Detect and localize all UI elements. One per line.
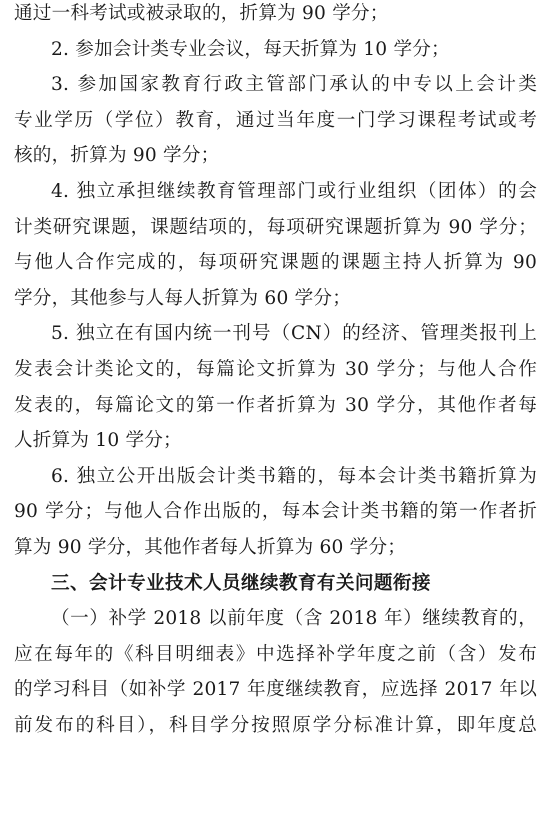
- text-line: 计类研究课题，课题结项的，每项研究课题折算为 90 学分；: [14, 216, 537, 238]
- text-line: 90 学分；与他人合作出版的，每本会计类书籍的第一作者折: [14, 501, 537, 523]
- text-line: 核的，折算为 90 学分；: [14, 145, 220, 167]
- text-line: 学分，其他参与人每人折算为 60 学分；: [14, 287, 351, 309]
- text-line: 4. 独立承担继续教育管理部门或行业组织（团体）的会: [51, 180, 537, 202]
- text-line: 专业学历（学位）教育，通过当年度一门学习课程考试或考: [14, 109, 537, 131]
- text-line: 人折算为 10 学分；: [14, 430, 182, 452]
- text-line: 前发布的科目），科目学分按照原学分标准计算，即年度总: [14, 714, 537, 736]
- text-line: 5. 独立在有国内统一刊号（CN）的经济、管理类报刊上: [51, 323, 537, 345]
- text-line: 6. 独立公开出版会计类书籍的，每本会计类书籍折算为: [51, 465, 537, 487]
- text-line: 3. 参加国家教育行政主管部门承认的中专以上会计类: [51, 74, 537, 96]
- text-line: 的学习科目（如补学 2017 年度继续教育，应选择 2017 年以: [14, 679, 537, 701]
- document-body-continued: [14, 601, 537, 743]
- text-line: 发表的，每篇论文的第一作者折算为 30 学分，其他作者每: [14, 394, 537, 416]
- text-line: 与他人合作完成的，每项研究课题的课题主持人折算为 90: [14, 252, 537, 274]
- section-heading: 三、会计专业技术人员继续教育有关问题衔接: [51, 572, 431, 594]
- text-line: 应在每年的《科目明细表》中选择补学年度之前（含）发布: [14, 643, 537, 665]
- text-line: 发表会计类论文的，每篇论文折算为 30 学分；与他人合作: [14, 358, 537, 380]
- text-line: 2. 参加会计类专业会议，每天折算为 10 学分；: [51, 38, 450, 60]
- document-body: [14, 0, 537, 566]
- text-line: （一）补学 2018 以前年度（含 2018 年）继续教育的，: [51, 608, 537, 630]
- text-line: 通过一科考试或被录取的，折算为 90 学分；: [14, 3, 389, 24]
- document-page: [14, 0, 537, 743]
- text-line: 算为 90 学分，其他作者每人折算为 60 学分；: [14, 536, 407, 558]
